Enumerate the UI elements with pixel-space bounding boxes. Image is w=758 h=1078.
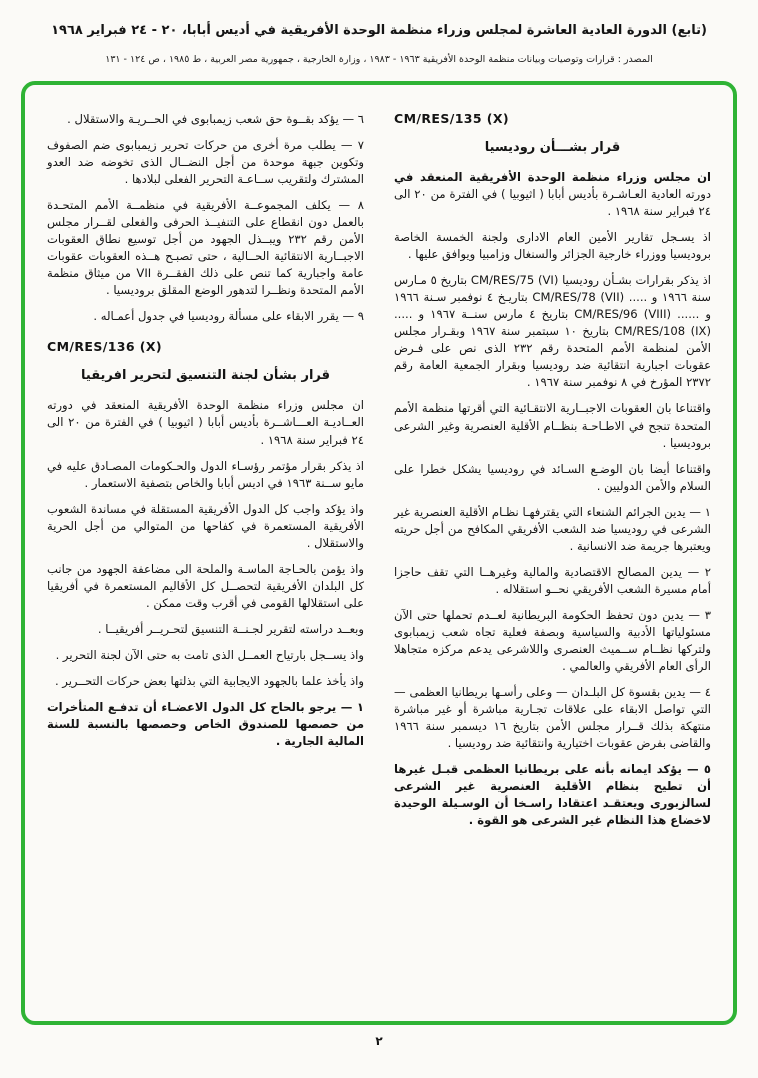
paragraph: واقتناعا بان العقوبات الاجبــارية الانتقـائية التي أقرتها منظمة الأمم المتحدة تنجح في الاطـاحـة بنظــام الأقلية العنصرية وغير الشرعى بروديسيا . — [394, 401, 711, 450]
paragraph: واذ يؤكد واجب كل الدول الأفريقية المستقلة في مساندة الشعوب الأفريقية المستعمرة في كفاحها من المتوالي من أجل الحرية والاستقلال . — [47, 501, 364, 550]
paragraph-intro-136: ان مجلس وزراء منظمة الوحدة الأفريقية المنعقد في دورته العــاديـة العـــاشــرة بأديس أبابا ( اثيوبيا ) في الفترة من ٢٠ الى ٢٤ فبراير سنة ١٩٦٨ . — [47, 398, 364, 447]
column-left-res136 — [47, 111, 364, 1003]
resolution-title-136: قرار بشأن لجنة التنسيق لتحرير افريقيا — [81, 368, 330, 384]
paragraph-item-2: ٢ — يدين المصالح الاقتصادية والمالية وغيرهــا التي تقف حاجزا أمام مسيرة الشعب الأفريقي نحــو استقلاله . — [394, 564, 711, 596]
paragraph-intro-135 — [394, 169, 711, 220]
resolution-id-135: CM/RES/135 (X) — [394, 111, 510, 127]
intro-rest-text: دورته العادية العـاشـرة بأديس أبابا ( اثيوبيا ) في الفترة من ٢٠ الى ٢٤ فبراير سنة ١٩٦٨ . — [394, 187, 711, 219]
paragraph: واذ يؤمن بالحـاجة الماسـة والملحة الى مضاعفة الجهود من جانب كل البلدان الأفريقية لتحصــل كل الأقاليم المستعمرة في أفريقيا على استقلالها القومى في أقرب وقت ممكن . — [47, 561, 364, 610]
paragraph-item-6: ٦ — يؤكد بقــوة حق شعب زيمبابوى في الحــريـة والاستقلال . — [67, 112, 364, 127]
paragraph-item-5: ٥ — يؤكد ايمانه بأنه على بريطانيا العظمى قبـل غيرها أن تطيح بنظام الأقلية العنصرية غير الشرعى لسالزبورى ويعتقـد اعتقادا راسـخا أن الوسـيلة الوحيدة لاخضاع هذا النظام غير الشرعى هو القوة . — [394, 762, 711, 828]
paragraph: واذ يأخذ علما بالجهود الايجابية التي بذلتها بعض حركات التحــرير . — [54, 673, 364, 688]
paragraph: وبعــد دراسته لتقرير لجـنــة التنسيق لتحـريــر أفريقيــا . — [97, 621, 364, 636]
paragraph: اذ يذكر بقرار مؤتمر رؤسـاء الدول والحـكومات المصـادق عليه في مايو ســنة ١٩٦٣ في اديس أبابا والخاص بتصفية الاستعمار . — [47, 458, 364, 490]
paragraph: اذ يسـجل تقارير الأمين العام الادارى ولجنة الخمسة الخاصة بروديسيا ووزراء خارجية الجزائر والسنغال وزامبيا ويوافق عليها . — [394, 230, 711, 262]
document-title: (تابع) الدورة العادية العاشرة لمجلس وزراء منظمة الوحدة الأفريقية في أديس أبابا، ٢٠ - ٢٤ فبراير ١٩٦٨ — [51, 23, 707, 38]
page-header — [0, 0, 758, 65]
paragraph-item-1: ١ — يدين الجرائم الشنعاء التي يقترفهـا نظـام الأقلية العنصرية غير الشرعى في روديسيا ضد الشعب الأفريقي المكافح من أجل حريته ويعتبرها جريمة ضد الانسانية . — [394, 504, 711, 553]
resolution-id-136: CM/RES/136 (X) — [47, 339, 163, 355]
paragraph: اذ يذكر بقرارات بشـأن روديسيا CM/RES/75 (VI) بتاريخ ٥ مـارس سنة ١٩٦٦ و ..... CM/RES/78 (VII) بتاريـخ ٤ نوفمبر سـنة ١٩٦٦ و ...... CM/RES/96 (VIII) بتاريخ ٤ مارس سنــة ١٩٦٧ و ..... CM/RES/108 (IX) بتاريخ ١٠ سبتمبر سنة ١٩٦٧ وبقـرار مجلس الأمن لمنظمة الأمم المتحدة رقم ٢٣٢ الذى نص على فـرض عقوبات اجبارية انتقائية ضد روديسيا وبقرار الجمعية العامة رقم ٢٣٧٢ المؤرخ في ٨ نوفمبر سنة ١٩٦٧ . — [394, 273, 711, 390]
resolution-title-135: قرار بشـــأن روديسيا — [484, 140, 621, 156]
two-column-layout — [47, 111, 711, 1003]
column-right-res135 — [394, 111, 711, 1003]
paragraph-item-3: ٣ — يدين دون تحفظ الحكومة البريطانية لعــدم تحملها حتى الآن مسئولياتها الأدبية والسياسية وبصفة فعلية تجاه شعب زيمبابوى ولتركها نظــام ســميث العنصرى واللاشرعى يدعم مركزه متجاهلا الرأى العام الأفريقي والعالمي . — [394, 607, 711, 673]
paragraph-item-9: ٩ — يقرر الابقاء على مسألة روديسيا في جدول أعمـاله . — [93, 309, 364, 324]
page-number: ٢ — [375, 1034, 383, 1049]
paragraph-item-1-res136: ١ — يرجو بالحاح كل الدول الاعضـاء أن تدفـع المتأخرات من حصصها للصندوق الخاص وحصصها بالنسبة للسنة المالية الجارية . — [47, 699, 364, 748]
paragraph: واذ يســجل بارتياح العمــل الذى تامت به حتى الآن لجنة التحرير . — [55, 647, 364, 662]
source-citation: المصدر : قرارات وتوصيات وبيانات منظمة الوحدة الأفريقية ١٩٦٣ - ١٩٨٣ ، وزارة الخارجية ، جمهورية مصر العربية ، ط ١٩٨٥ ، ص ١٢٤ - ١٣١ — [105, 54, 653, 66]
green-border-frame — [21, 81, 737, 1025]
paragraph-item-7: ٧ — يطلب مرة أخرى من حركات تحرير زيمبابوى ضم الصفوف وتكوين جبهة موحدة من أجل النضــال الذى تخوضه ضد العدو المشترك ولتقريب ســاعـة التحرير الفعلى لبلادها . — [47, 138, 364, 187]
paragraph-item-8: ٨ — يكلف المجموعــة الأفريقية في منظمــة الأمم المتحـدة بالعمل دون انقطاع على التنفيــذ الحرفى والفعلى لقــرار مجلس الأمن رقم ٢٣٢ ويبــذل الجهود من أجل توسيع نطاق العقوبات الاجبــارية الانتقائية الحــالية ، حتى تصبـح هــذه العقوبات عقوبات عامة واجبارية كما تنص على ذلك الفقــرة VII من ميثاق منظمة الأمم المتحدة ونظــرا لتدهور الوضع المقلق بروديسيا . — [47, 198, 364, 298]
paragraph-item-4: ٤ — يدين بقسوة كل البلـدان — وعلى رأسـها بريطانيا العظمى — التي تواصل الابقاء على علاقات تجـارية مباشرة أو غير مباشرة منتهكة بذلك قــرار مجلس الأمن بتاريخ ١٦ ديسمبر سنة ١٩٦٦ والقاضى بفرض عقوبات اختيارية وانتقائية ضد روديسيا . — [394, 684, 711, 750]
paragraph: واقتناعا أيضا بان الوضـع السـائد في روديسيا يشكل خطرا على السلام والأمن الدوليين . — [394, 461, 711, 493]
intro-bold-text: ان مجلس وزراء منظمة الوحدة الأفريقية المنعقد في — [394, 170, 711, 185]
